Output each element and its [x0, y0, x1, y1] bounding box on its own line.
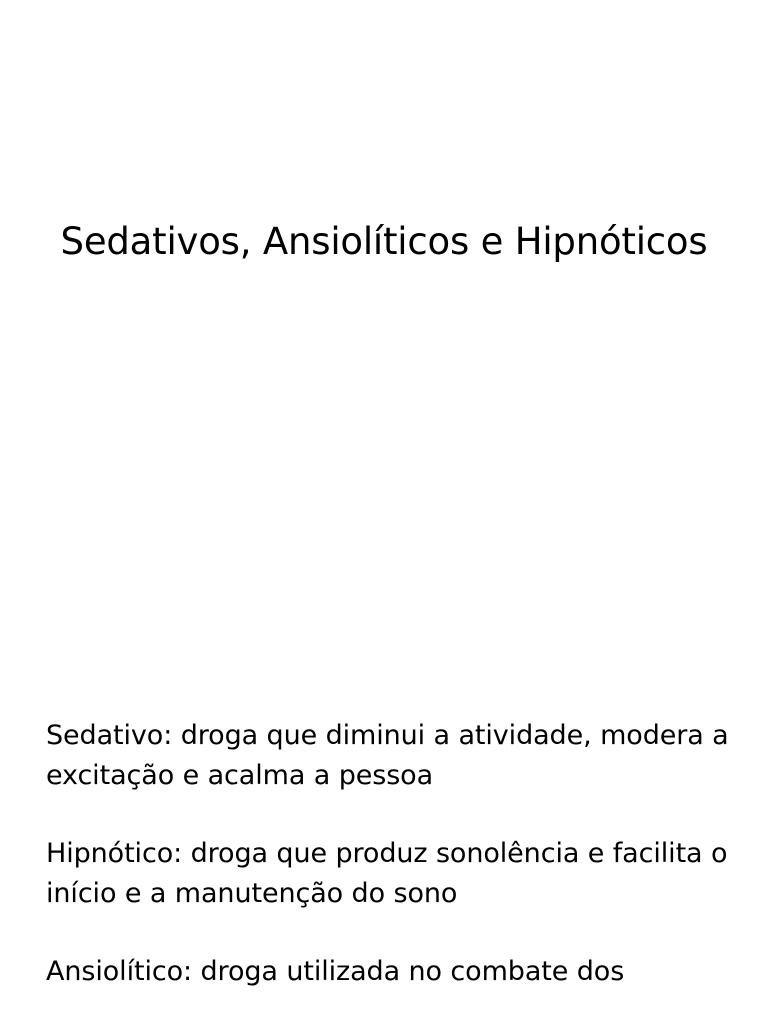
slide-title: Sedativos, Ansiolíticos e Hipnóticos	[60, 220, 708, 263]
definition-ansiolitico: Ansiolítico: droga utilizada no combate dos	[46, 956, 625, 987]
definitions-list	[46, 716, 746, 1024]
definition-sedativo: Sedativo: droga que diminui a atividade, modera a excitação e acalma a pessoa	[46, 720, 729, 791]
definition-hipnotico: Hipnótico: droga que produz sonolência e facilita o início e a manutenção do sono	[46, 838, 728, 909]
